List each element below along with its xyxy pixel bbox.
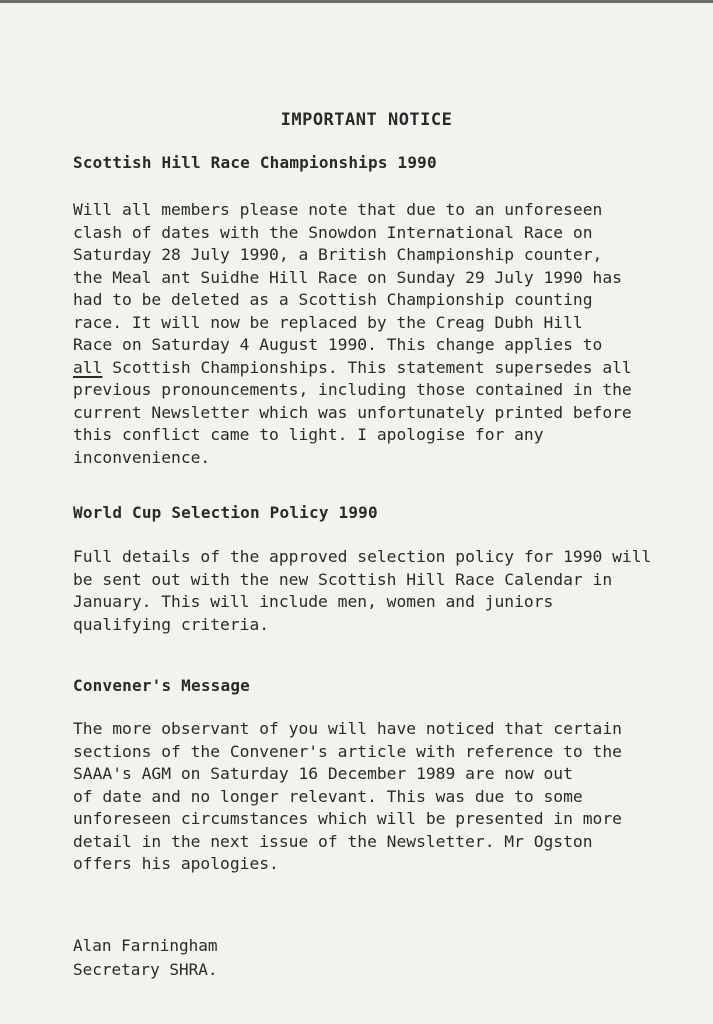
body-line: sections of the Convener's article with reference to the xyxy=(73,741,622,761)
body-line: detail in the next issue of the Newsletter. Mr Ogston xyxy=(73,831,593,851)
signature-role: Secretary SHRA. xyxy=(73,960,218,979)
signature-name: Alan Farningham xyxy=(73,936,218,955)
section-body-championships xyxy=(73,199,673,469)
section-heading-convener: Convener's Message xyxy=(73,676,250,695)
body-line: previous pronouncements, including those contained in the xyxy=(73,380,632,399)
body-line: current Newsletter which was unfortunately printed before xyxy=(73,402,632,422)
page-title: IMPORTANT NOTICE xyxy=(280,110,453,130)
section-heading-championships: Scottish Hill Race Championships 1990 xyxy=(73,153,437,172)
body-line: race. It will now be replaced by the Creag Dubh Hill xyxy=(73,312,583,332)
body-line: The more observant of you will have noticed that certain xyxy=(73,719,622,738)
body-line: SAAA's AGM on Saturday 16 December 1989 are now out xyxy=(73,764,573,783)
body-line: January. This will include men, women and juniors xyxy=(73,592,554,611)
body-line: Saturday 28 July 1990, a British Championship counter, xyxy=(73,245,603,264)
body-line: Full details of the approved selection policy for 1990 will xyxy=(73,547,652,566)
section-body-world-cup xyxy=(73,546,673,636)
body-line-rest: Scottish Championships. This statement supersedes all xyxy=(102,357,632,377)
section-body-convener xyxy=(73,718,673,876)
body-line: this conflict came to light. I apologise for any xyxy=(73,425,544,444)
body-line: unforeseen circumstances which will be presented in more xyxy=(73,809,622,828)
body-line: clash of dates with the Snowdon International Race on xyxy=(73,222,593,242)
body-line: inconvenience. xyxy=(73,447,211,467)
body-line xyxy=(73,357,673,380)
signature-block xyxy=(73,934,218,982)
body-line: the Meal ant Suidhe Hill Race on Sunday 29 July 1990 has xyxy=(73,267,622,287)
body-line: Race on Saturday 4 August 1990. This change applies to xyxy=(73,335,603,354)
body-line: be sent out with the new Scottish Hill Race Calendar in xyxy=(73,569,613,589)
body-line: offers his apologies. xyxy=(73,854,279,873)
body-line: qualifying criteria. xyxy=(73,614,270,634)
body-line: of date and no longer relevant. This was due to some xyxy=(73,786,583,806)
scan-top-edge xyxy=(0,0,713,3)
section-heading-world-cup: World Cup Selection Policy 1990 xyxy=(73,503,378,522)
body-line: had to be deleted as a Scottish Championship counting xyxy=(73,290,593,309)
underlined-word: all xyxy=(73,357,103,377)
body-line: Will all members please note that due to an unforeseen xyxy=(73,200,603,219)
